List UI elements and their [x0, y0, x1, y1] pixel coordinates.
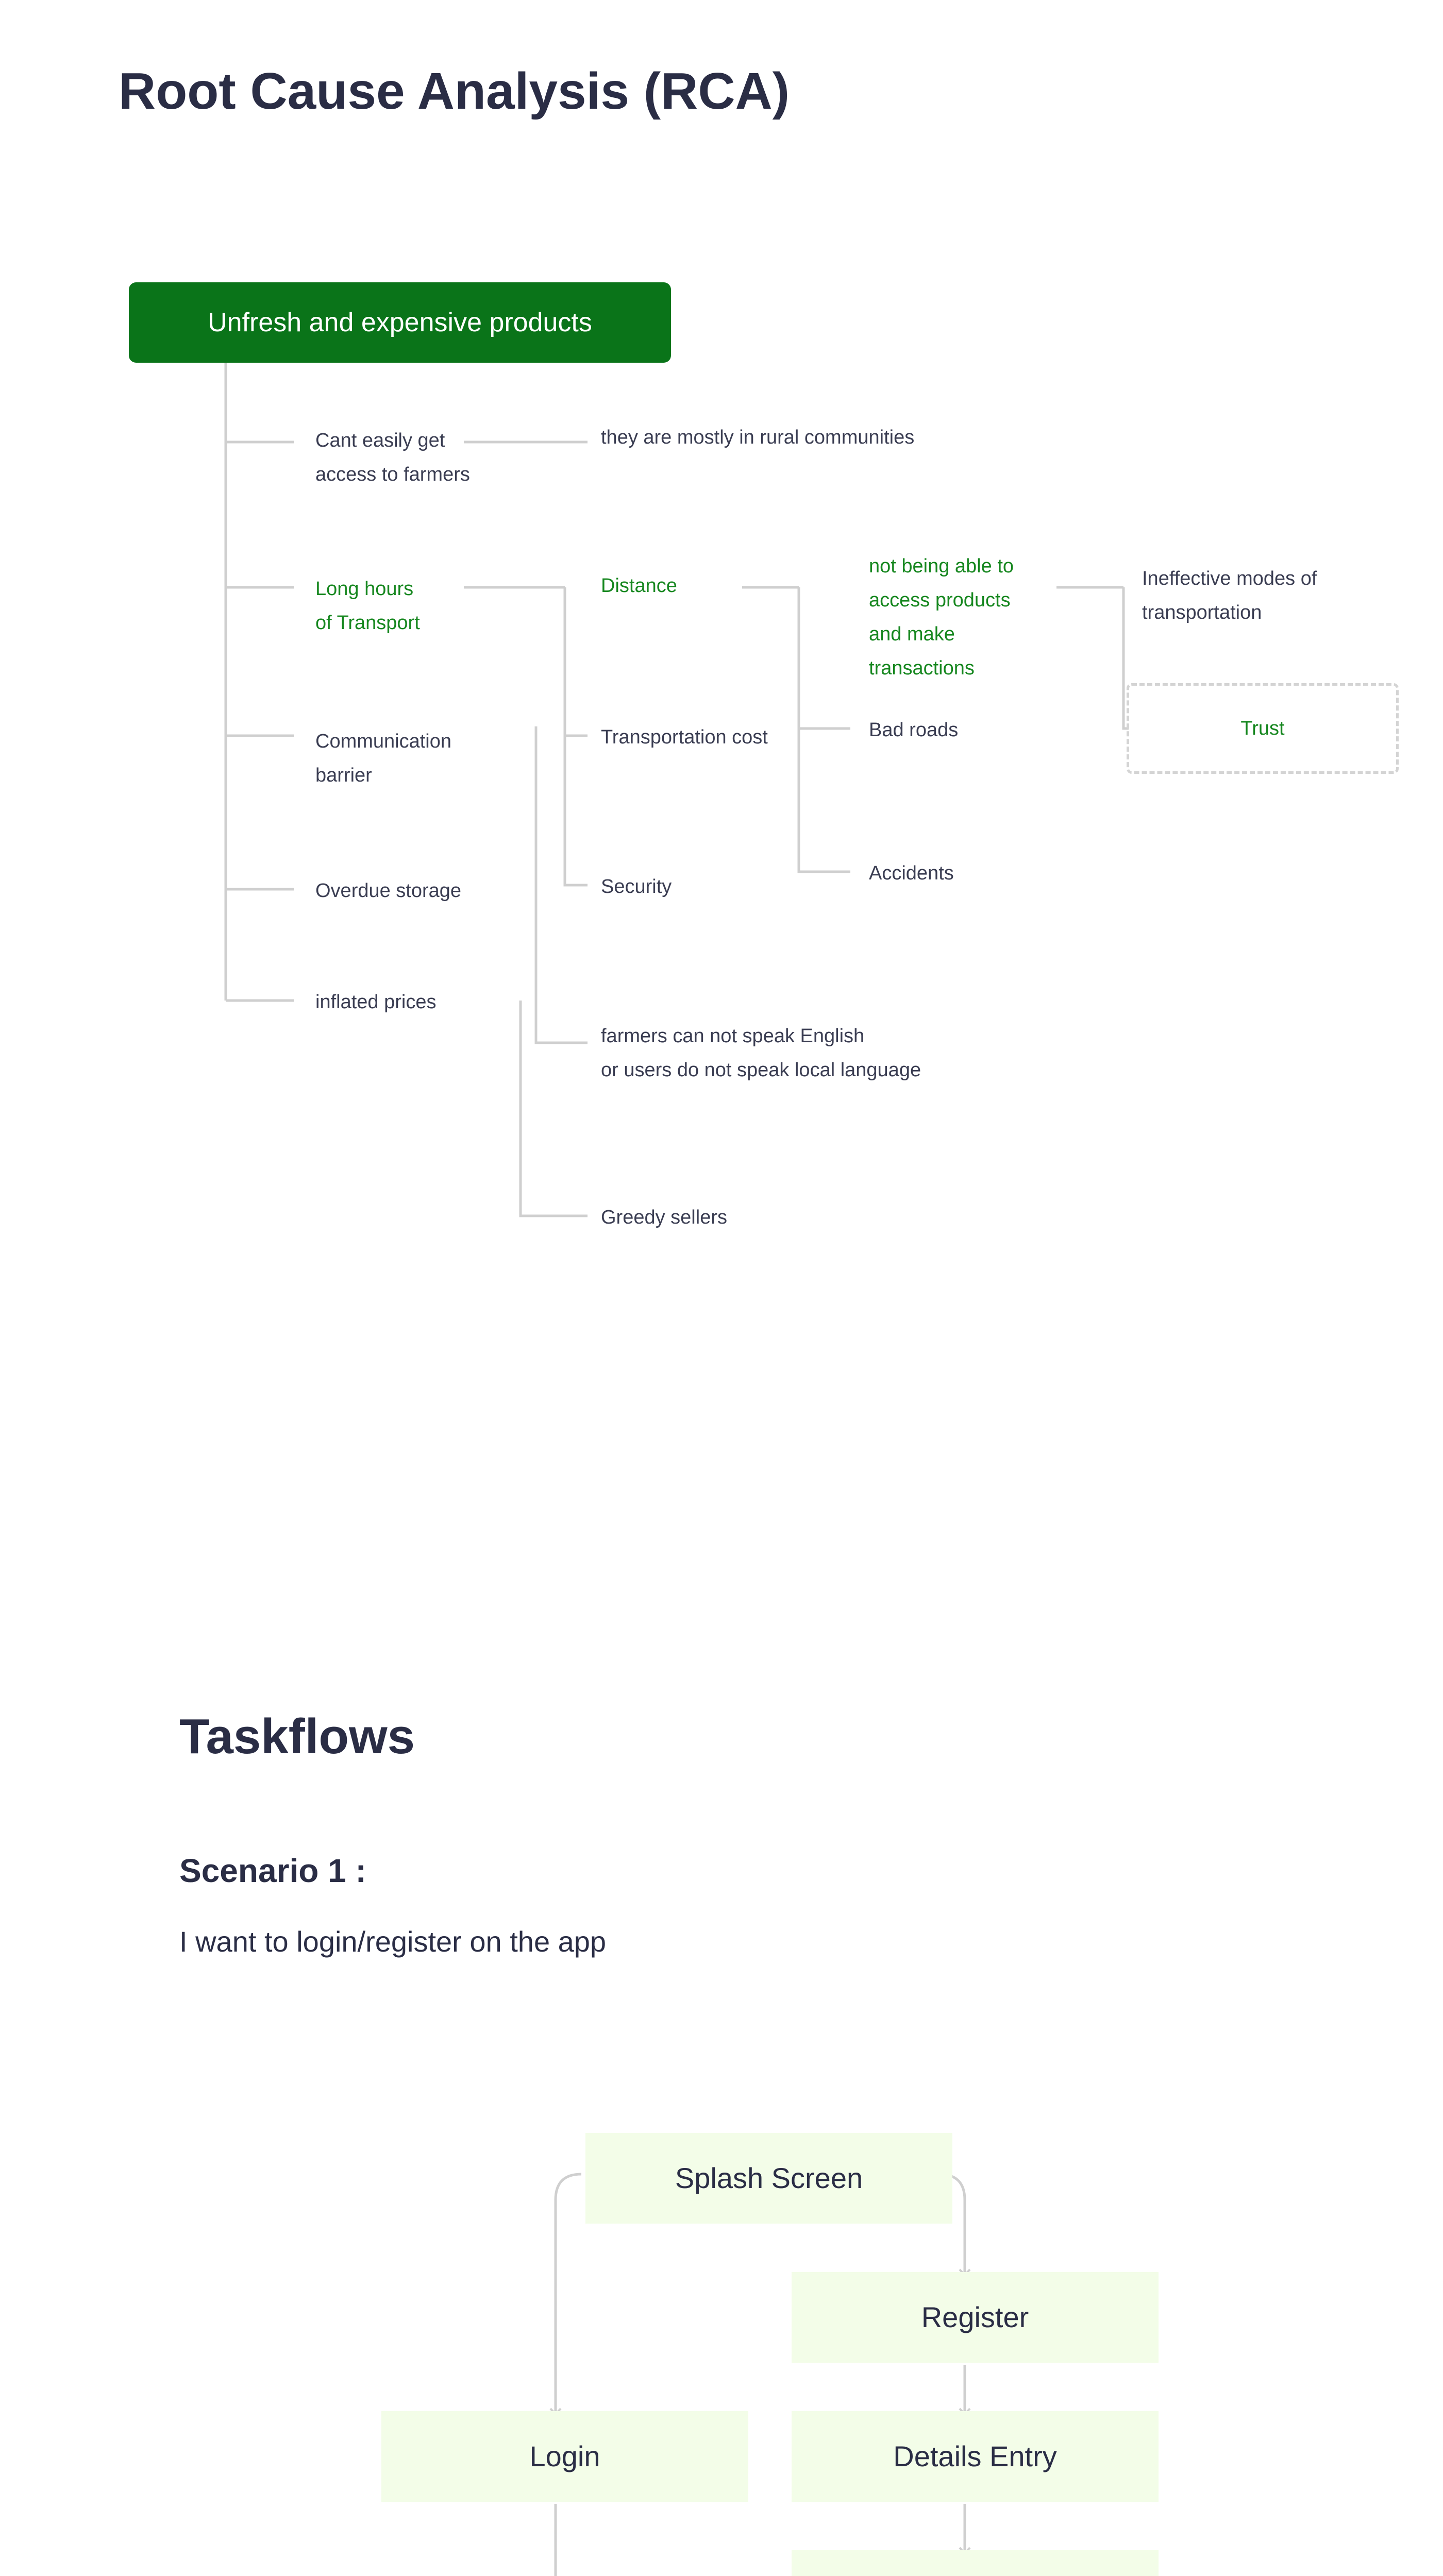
rca-node-language	[601, 1019, 921, 1087]
flow-email-verification	[792, 2550, 1159, 2576]
rca-node-transport-cost: Transportation cost	[601, 726, 768, 748]
scenario1-title: Scenario 1 :	[179, 1852, 366, 1889]
rca-node-not-able	[869, 549, 1014, 685]
rca-node-long-hours	[315, 572, 420, 640]
scenario1-subtitle: I want to login/register on the app	[179, 1925, 607, 1958]
rca-node-ineffective	[1142, 562, 1317, 630]
rca-node-cant-access-line1: Cant easily get	[315, 430, 445, 451]
rca-node-not-able-line4: transactions	[869, 657, 975, 679]
rca-node-ineffective-line1: Ineffective modes of	[1142, 568, 1317, 589]
rca-node-cant-access	[315, 423, 470, 492]
rca-node-language-line2: or users do not speak local language	[601, 1059, 921, 1081]
rca-node-cant-access-line2: access to farmers	[315, 464, 470, 485]
rca-node-not-able-line3: and make	[869, 623, 955, 645]
rca-node-bad-roads: Bad roads	[869, 719, 959, 741]
rca-node-accidents: Accidents	[869, 862, 954, 884]
rca-node-security: Security	[601, 876, 672, 897]
rca-node-ineffective-line2: transportation	[1142, 602, 1262, 623]
flow-splash-screen: Splash Screen	[585, 2133, 952, 2224]
rca-node-not-able-line2: access products	[869, 589, 1011, 611]
rca-node-greedy-sellers: Greedy sellers	[601, 1207, 727, 1228]
rca-node-communication	[315, 724, 451, 792]
flow-login: Login	[381, 2411, 748, 2502]
rca-node-rural: they are mostly in rural communities	[601, 427, 915, 448]
rca-node-long-hours-line2: of Transport	[315, 612, 420, 634]
rca-node-communication-line2: barrier	[315, 765, 372, 786]
rca-root-box: Unfresh and expensive products	[129, 282, 671, 363]
rca-node-overdue-storage: Overdue storage	[315, 880, 462, 902]
rca-node-not-able-line1: not being able to	[869, 555, 1014, 577]
rca-node-inflated-prices: inflated prices	[315, 991, 437, 1013]
rca-node-distance: Distance	[601, 575, 677, 597]
rca-title: Root Cause Analysis (RCA)	[119, 62, 790, 120]
flow-details-entry: Details Entry	[792, 2411, 1159, 2502]
rca-node-trust: Trust	[1127, 683, 1399, 774]
flow-register: Register	[792, 2272, 1159, 2363]
taskflows-title: Taskflows	[179, 1709, 415, 1764]
rca-node-long-hours-line1: Long hours	[315, 578, 414, 600]
rca-node-communication-line1: Communication	[315, 731, 451, 752]
rca-node-language-line1: farmers can not speak English	[601, 1025, 865, 1047]
